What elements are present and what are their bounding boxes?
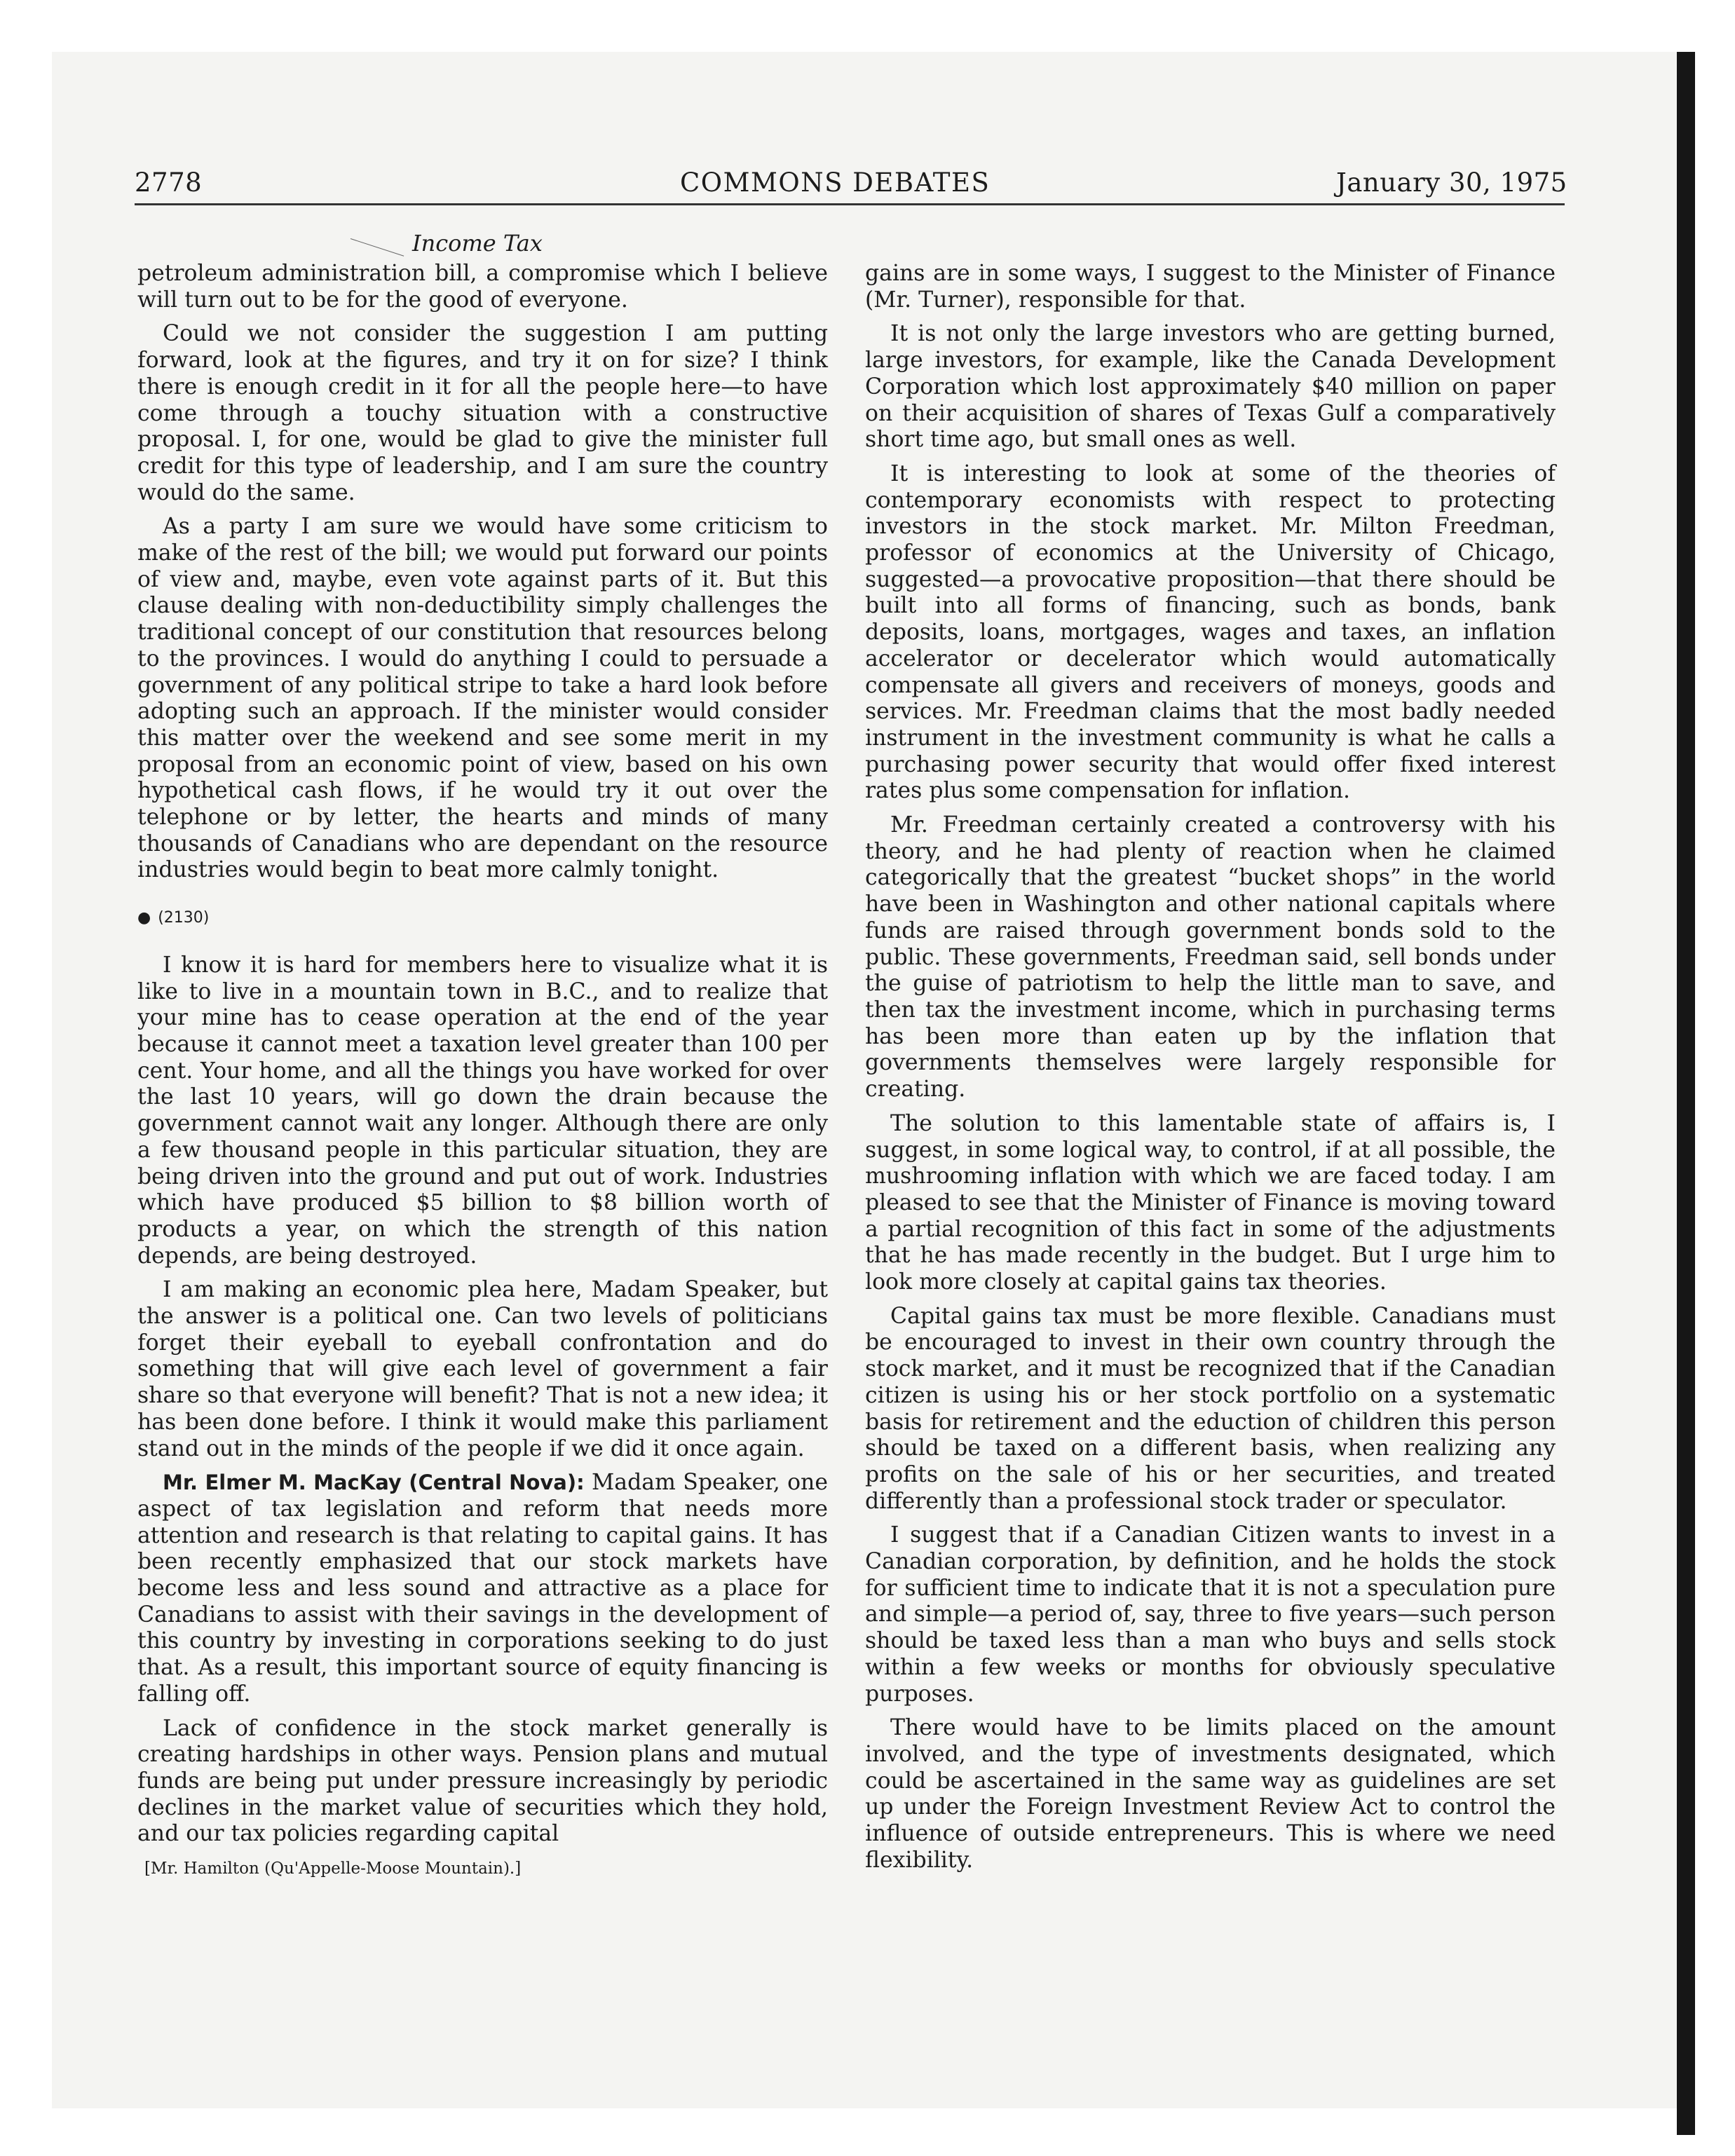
paragraph: Mr. Freedman certainly created a controversy with his theory, and he had plenty of reaction when he claimed categorically that the greatest “bucket shops” in the world have been in Washington and other national capitals where funds are raised through government bonds sold to the public. These governments, Freedman said, sell bonds under the guise of patriotism to help the little man to save, and then tax the investment income, which in purchasing terms has been more than eaten up by the inflation that governments themselves were largely responsible for creating. <box>865 812 1556 1103</box>
paragraph: As a party I am sure we would have some criticism to make of the rest of the bill; we would put forward our points of view and, maybe, even vote against parts of it. But this clause dealing with non-deductibility simply challenges the traditional concept of our constitution that resources belong to the provinces. I would do anything I could to persuade a government of any political stripe to take a hard look before adopting such an approach. If the minister would consider this matter over the weekend and see some merit in my proposal from an economic point of view, based on his own hypothetical cash flows, if he would try it out over the telephone or by letter, the hearts and minds of many thousands of Canadians who are dependant on the resource industries would begin to beat more calmly tonight. <box>137 514 828 883</box>
speaker-name: Mr. Elmer M. MacKay (Central Nova): <box>163 1471 585 1495</box>
time-marker <box>137 905 828 932</box>
paragraph: It is not only the large investors who are getting burned, large investors, for example, like the Canada Development Corporation which lost approximately $40 million on paper on their acquisition of shares of Texas Gulf a comparatively short time ago, but small ones as well. <box>865 321 1556 453</box>
paragraph: I know it is hard for members here to visualize what it is like to live in a mountain town in B.C., and to realize that your mine has to cease operation at the end of the year because it cannot meet a taxation level greater than 100 per cent. Your home, and all the things you have worked for over the last 10 years, will go down the drain because the government cannot wait any longer. Although there are only a few thousand people in this particular situation, they are being driven into the ground and put out of work. Industries which have produced $5 billion to $8 billion worth of products a year, on which the strength of this nation depends, are being destroyed. <box>137 952 828 1269</box>
paragraph: The solution to this lamentable state of affairs is, I suggest, in some logical way, to control, if at all possible, the mushrooming inflation with which we are faced today. I am pleased to see that the Minister of Finance is moving toward a partial recognition of this fact in some of the adjustments that he has made recently in the budget. But I urge him to look more closely at capital gains tax theories. <box>865 1110 1556 1295</box>
page-date: January 30, 1975 <box>1336 168 1567 198</box>
scan-edge-bar <box>1677 52 1695 2135</box>
paragraph: I am making an economic plea here, Madam Speaker, but the answer is a political one. Can two levels of politicians forget their eyeball to eyeball confrontation and do something that will give each level of government a fair share so that everyone will benefit? That is not a new idea; it has been done before. I think it would make this parliament stand out in the minds of the people if we did it once again. <box>137 1277 828 1461</box>
paragraph: Could we not consider the suggestion I am putting forward, look at the figures, and try it on for size? I think there is enough credit in it for all the people here—to have come through a touchy situation with a constructive proposal. I, for one, would be glad to give the minister full credit for this type of leadership, and I am sure the country would do the same. <box>137 321 828 505</box>
paragraph: Capital gains tax must be more flexible. Canadians must be encouraged to invest in their own country through the stock market, and it must be recognized that if the Canadian citizen is using his or her stock portfolio on a systematic basis for retirement and the eduction of children this person should be taxed on a different basis, when realizing any profits on the sale of his or her securities, and treated differently than a professional stock trader or speculator. <box>865 1303 1556 1514</box>
paragraph: It is interesting to look at some of the theories of contemporary economists with respect to protecting investors in the stock market. Mr. Milton Freedman, professor of economics at the University of Chicago, suggested—a provocative proposition—that there should be built into all forms of financing, such as bonds, bank deposits, loans, mortgages, wages and taxes, an inflation accelerator or decelerator which would automatically compensate all givers and receivers of moneys, goods and services. Mr. Freedman claims that the most badly needed instrument in the investment community is what he calls a purchasing power security that would offer fixed interest rates plus some compensation for inflation. <box>865 460 1556 804</box>
speaker-paragraph <box>137 1470 828 1707</box>
page-number: 2778 <box>135 168 203 198</box>
right-column <box>865 261 1556 1881</box>
section-heading: Income Tax <box>412 230 543 257</box>
left-column <box>137 261 828 1883</box>
paragraph: I suggest that if a Canadian Citizen wants to invest in a Canadian corporation, by definition, and he holds the stock for sufficient time to indicate that it is not a speculation pure and simple—a period of, say, three to five years—such person should be taxed less than a man who buys and sells stock within a few weeks or months for obviously speculative purposes. <box>865 1522 1556 1707</box>
speaker-footnote: [Mr. Hamilton (Qu'Appelle-Moose Mountain).] <box>144 1860 522 1878</box>
publication-title: COMMONS DEBATES <box>680 168 991 198</box>
header-rule <box>135 203 1565 205</box>
bullet-icon: ● <box>137 909 151 927</box>
paragraph: Lack of confidence in the stock market generally is creating hardships in other ways. Pension plans and mutual funds are being put under pressure increasingly by periodic declines in the market value of securities which they hold, and our tax policies regarding capital <box>137 1715 828 1847</box>
paragraph: petroleum administration bill, a compromise which I believe will turn out to be for the good of everyone. <box>137 261 828 313</box>
paragraph: gains are in some ways, I suggest to the Minister of Finance (Mr. Turner), responsible for that. <box>865 261 1556 313</box>
time-marker-label: (2130) <box>158 909 210 927</box>
paragraph: There would have to be limits placed on the amount involved, and the type of investments designated, which could be ascertained in the same way as guidelines are set up under the Foreign Investment Review Act to control the influence of outside entrepreneurs. This is where we need flexibility. <box>865 1715 1556 1873</box>
speech-text: Madam Speaker, one aspect of tax legislation and reform that needs more attention and research is that relating to capital gains. It has been recently emphasized that our stock markets have become less and less sound and attractive as a place for Canadians to assist with their savings in the development of this country by investing in corporations seeking to do just that. As a result, this important source of equity financing is falling off. <box>137 1470 828 1707</box>
